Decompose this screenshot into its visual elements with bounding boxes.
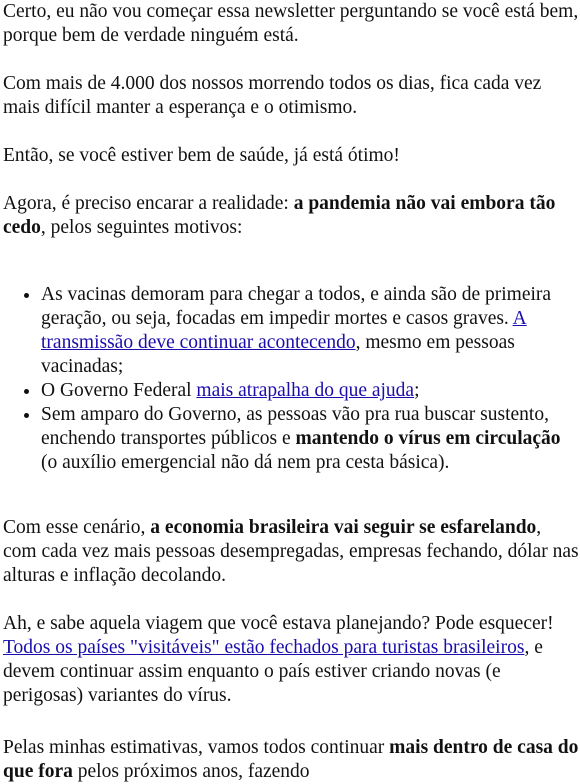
- paragraph-health: Então, se você estiver bem de saúde, já está ótimo!: [3, 145, 400, 166]
- text-run: pelos próximos anos, fazendo: [72, 761, 310, 782]
- text-run: As vacinas demoram para chegar a todos, e ainda são de primeira geração, ou seja, focadas em impedir mortes e casos graves.: [41, 284, 552, 329]
- text-run: Com esse cenário,: [3, 517, 151, 538]
- text-run: O Governo Federal: [41, 380, 197, 401]
- list-item-vaccines: [41, 283, 579, 379]
- text-run: , pelos seguintes motivos:: [40, 217, 243, 238]
- paragraph-deaths: Com mais de 4.000 dos nossos morrendo todos os dias, fica cada vez mais difícil manter a esperança e o otimismo.: [3, 73, 542, 118]
- paragraph-economy: [3, 516, 579, 588]
- text-run: , com cada vez mais pessoas desempregadas, empresas fechando, dólar nas alturas e inflação decolando.: [3, 517, 579, 586]
- government-link[interactable]: mais atrapalha do que ajuda: [196, 380, 415, 401]
- text-run: , e devem continuar assim enquanto o país estiver criando novas (e perigosas) variantes do vírus.: [3, 637, 543, 706]
- countries-closed-link[interactable]: Todos os países "visitáveis" estão fechados para turistas brasileiros: [3, 637, 525, 658]
- text-run: ;: [414, 380, 420, 401]
- transmission-link[interactable]: A transmissão deve continuar acontecendo: [41, 308, 527, 353]
- list-item-circulation: [41, 403, 579, 475]
- bold-text: mais dentro de casa do que fora: [3, 737, 579, 782]
- text-run: Ah, e sabe aquela viagem que você estava planejando? Pode esquecer!: [3, 613, 554, 634]
- text-run: Agora, é preciso encarar a realidade:: [3, 193, 294, 214]
- paragraph-estimates: [3, 736, 579, 784]
- text-run: (o auxílio emergencial não dá nem pra cesta básica).: [41, 452, 450, 473]
- list-item-government: [41, 379, 579, 403]
- text-run: Pelas minhas estimativas, vamos todos continuar: [3, 737, 390, 758]
- reasons-list: [3, 283, 579, 475]
- bold-text: a pandemia não vai embora tão cedo: [3, 193, 556, 238]
- text-run: , mesmo em pessoas vacinadas;: [41, 332, 515, 377]
- paragraph-intro: Certo, eu não vou começar essa newsletter perguntando se você está bem, porque bem de verdade ninguém está.: [3, 1, 579, 46]
- bold-text: mantendo o vírus em circulação: [295, 428, 561, 449]
- text-run: Sem amparo do Governo, as pessoas vão pra rua buscar sustento, enchendo transportes públicos e: [41, 404, 549, 449]
- bold-text: a economia brasileira vai seguir se esfarelando: [150, 517, 537, 538]
- paragraph-reality: [3, 192, 579, 240]
- paragraph-travel: [3, 612, 579, 708]
